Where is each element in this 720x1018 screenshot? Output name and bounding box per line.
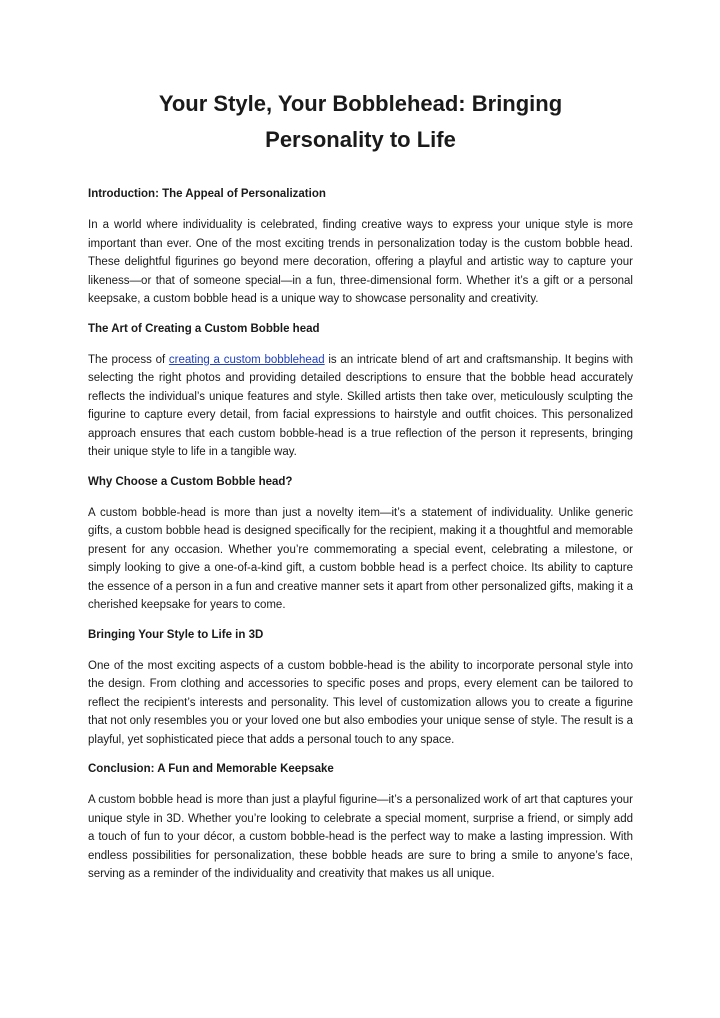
section-heading: The Art of Creating a Custom Bobble head [88,322,320,335]
creating-custom-bobblehead-link[interactable]: creating a custom bobblehead [168,353,325,366]
section-paragraph [88,351,633,462]
section-art-of-creating [88,321,633,462]
section-bringing-style-3d [88,627,633,750]
section-conclusion [88,761,633,884]
section-heading: Conclusion: A Fun and Memorable Keepsake [88,763,334,775]
paragraph-text-after-link: is an intricate blend of art and craftsmanship. It begins with selecting the right photos and providing detailed descriptions to ensure that the bobble head accurately reflects the individual’s unique features and style. Skilled artists then take over, meticulously sculpting the figurine to capture every detail, from facial expressions to hairstyle and outfit choices. This personalized approach ensures that each custom bobble-head is a true reflection of the person it represents, bringing their unique style to life in a tangible way. [88,353,633,458]
section-heading: Introduction: The Appeal of Personalization [88,188,326,200]
section-introduction [88,186,633,309]
section-paragraph: One of the most exciting aspects of a custom bobble-head is the ability to incorporate personal style into the design. From clothing and accessories to specific poses and props, every element can be tailored to reflect the recipient’s interests and personality. This level of customization allows you to create a figurine that not only resembles you or your loved one but also embodies your unique sense of style. The result is a playful, yet sophisticated piece that adds a personal touch to any space. [88,659,633,746]
section-why-choose [88,474,633,615]
paragraph-text-before-link: The process of [88,353,169,366]
document-title: Your Style, Your Bobblehead: Bringing Personality to Life [158,91,563,152]
document-page [88,86,633,896]
section-heading: Bringing Your Style to Life in 3D [88,628,264,641]
section-heading: Why Choose a Custom Bobble head? [88,475,293,488]
section-paragraph: A custom bobble-head is more than just a novelty item—it’s a statement of individuality. Unlike generic gifts, a custom bobble head is designed specifically for the recipient, making it a thoughtful and memorable present for any occasion. Whether you’re commemorating a special event, celebrating a milestone, or simply looking to give a one-of-a-kind gift, a custom bobble head is a perfect choice. Its ability to capture the essence of a person in a fun and creative manner sets it apart from other personalized gifts, making it a cherished keepsake for years to come. [88,506,633,611]
section-paragraph: A custom bobble head is more than just a playful figurine—it’s a personalized work of art that captures your unique style in 3D. Whether you’re looking to celebrate a special moment, surprise a friend, or simply add a touch of fun to your décor, a custom bobble-head is the perfect way to make a lasting impression. With endless possibilities for personalization, these bobble heads are sure to bring a smile to anyone’s face, serving as a reminder of the individuality and creativity that makes us all unique. [88,794,633,880]
section-paragraph: In a world where individuality is celebrated, finding creative ways to express your unique style is more important than ever. One of the most exciting trends in personalization today is the custom bobble head. These delightful figurines go beyond mere decoration, offering a playful and artistic way to capture your likeness—or that of someone special—in a fun, three-dimensional form. Whether it’s a gift or a personal keepsake, a custom bobble head is a unique way to showcase personality and creativity. [88,219,633,305]
